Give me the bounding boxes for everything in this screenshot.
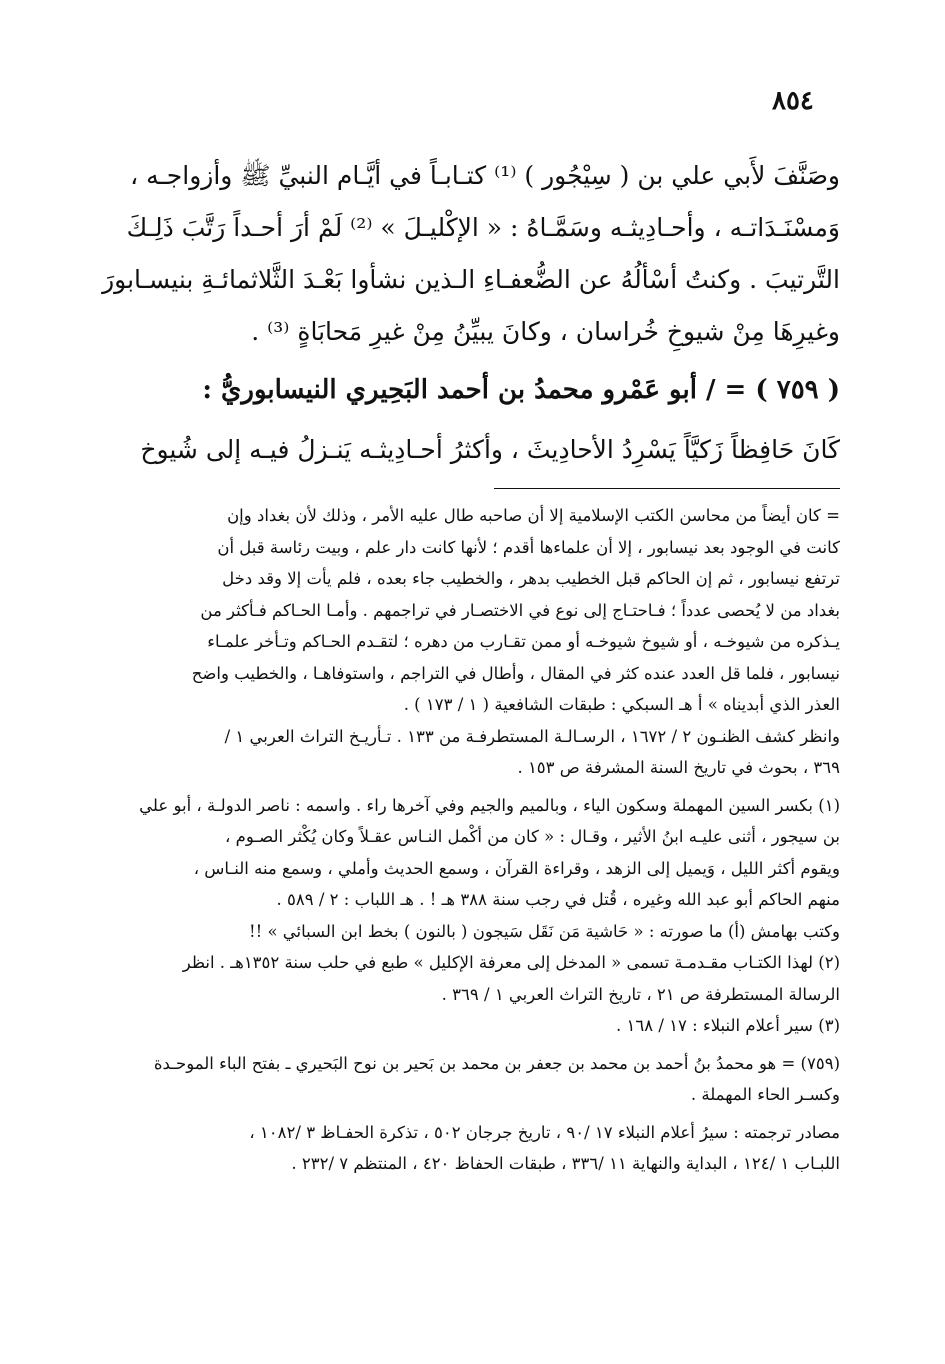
footnote-line: ويقوم أكثر الليل ، وَيميل إلى الزهد ، وقراءة القرآن ، وسمع الحديث وأملي ، وسمع منه النـاس ، [193,858,840,878]
footnote-line: ترتفع نيسابور ، ثم إن الحاكم قبل الخطيب بدهر ، والخطيب جاء بعده ، فلم يأت إلا وقد دخل [222,569,840,588]
footnote-line: العذر الذي أبديناه » أ هـ السبكي : طبقات الشافعية ( ١ / ١٧٣ ) . [403,695,840,714]
footnote-continuation [120,500,840,784]
footnote-line: = كان أيضاً من محاسن الكتب الإسلامية إلا أن صاحبه طال عليه الأمر ، وذلك لأن بغداد وإن [227,506,840,525]
biography-sources [120,1117,840,1180]
entry-heading: ( ٧٥٩ ) = / أبو عَمْرو محمدُ بن أحمد البَحِيري النيسابوريُّ : [202,375,840,405]
footnote-759 [120,1048,840,1111]
main-text-line: وصَنَّفَ لأَبي علي بن ( سِيْجُور ) ⁽¹⁾ كتـابـاً في أيَّـام النبيِّ ﷺ وأزواجـه ، [130,161,840,190]
main-text [100,150,840,480]
main-text-line: وغيرِهَا مِنْ شيوخِ خُراسان ، وكانَ يبيِّنُ مِنْ غيرِ مَحابَاةٍ ⁽³⁾ . [251,317,840,346]
page-number: ٨٥٤ [772,86,814,116]
footnote-line: ٣٦٩ ، بحوث في تاريخ السنة المشرفة ص ١٥٣ . [517,758,840,777]
footnote-line: (٧٥٩) = هو محمدُ بنُ أحمد بن محمد بن جعفر بن محمد بن بَحير بن نوح البَحيري ـ بفتح الباء الموحـدة [153,1053,840,1073]
footnote-line: (٣) سير أعلام النبلاء : ١٧ / ١٦٨ . [616,1016,840,1035]
footnote-line: مصادر ترجمته : سيرُ أعلام النبلاء ١٧ /٩٠ ، تاريخ جرجان ٥٠٢ ، تذكرة الحفـاظ ٣ /١٠٨٢ ، [249,1122,840,1142]
footnote-line: الرسالة المستطرفة ص ٢١ ، تاريخ التراث العربي ١ / ٣٦٩ . [441,984,840,1004]
footnote-line: بن سيجور ، أثنى عليـه ابنُ الأثير ، وقـال : « كان من أكْمل النـاس عقـلاً وكان يُكْثر الصـوم ، [225,827,840,846]
main-text-line: وَمسْنَـدَاتـه ، وأحـادِيثـه وسَمَّـاهُ : « الإكْليـلَ » ⁽²⁾ لَمْ أرَ أحـداً رَتَّبَ ذَلِـكَ [126,213,840,242]
footnote-2 [120,947,840,1010]
footnote-line: وانظر كشف الظنـون ٢ / ١٦٧٢ ، الرسـالـة المستطرفـة من ١٣٣ . تـأريـخ التراث العربي ١ / [224,726,840,746]
main-text-line: التَّرتيبَ . وكنتُ أسْألُهُ عن الضُّعفـاءِ الـذين نشأوا بَعْـدَ الثَّلاثمائـةِ بنيسـابورَ [102,265,840,294]
footnote-line: نيسابور ، فلما قل العدد عنده كثر في المقال ، وأطال في التراجم ، واستوفاهـا ، والخطيب واضح [191,663,840,683]
footnote-line: (١) بكسر السين المهملة وسكون الياء ، وبالميم والجيم وفي آخرها راء . واسمه : ناصر الدولـة ، أبو علي [139,795,840,815]
footnote-line: اللبـاب ١ /١٢٤ ، البداية والنهاية ١١ /٣٣٦ ، طبقات الحفاظ ٤٢٠ ، المنتظم ٧ /٢٣٢ . [291,1154,840,1173]
footnote-line: وكتب بهامش (أ) ما صورته : « حَاشية مَن نَقَل سَيجون ( بالنون ) بخط ابن السبائي » !! [248,921,840,941]
footnote-line: بغداد من لا يُحصى عدداً ؛ فـاحتـاج إلى نوع في الاختصـار في تراجمهم . وأمـا الحـاكم فـأكثر من [200,600,840,620]
footnote-line: (٢) لهذا الكتـاب مقـدمـة تسمى « المدخل إلى معرفة الإكليل » طبع في حلب سنة ١٣٥٢هـ . انظر [182,953,840,972]
footnote-separator [494,488,840,489]
footnote-line: يـذكره من شيوخـه ، أو شيوخ شيوخـه أو ممن تقـارب من دهره ؛ لتقـدم الحـاكم وتـأخر علمـاء [207,632,840,651]
footnote-line: كانت في الوجود بعد نيسابور ، إلا أن علماءها أقدم ؛ لأنها كانت دار علم ، وبيت رئاسة قبل أن [217,537,840,557]
footnote-line: وكسـر الحاء المهملة . [690,1085,840,1104]
footnote-line: منهم الحاكم أبو عبد الله وغيره ، قُتل في رجب سنة ٣٨٨ هـ ! . هـ اللباب : ٢ / ٥٨٩ . [276,890,840,909]
footnote-3 [120,1010,840,1042]
footnote-1 [120,790,840,948]
footnotes [120,500,840,1180]
biography-text: كَانَ حَافِظاً زَكيَّاً يَسْرِدُ الأحادِيثَ ، وأكثرُ أحـادِيثـه يَنـزلُ فيـه إلى شُيوخ [140,435,840,464]
